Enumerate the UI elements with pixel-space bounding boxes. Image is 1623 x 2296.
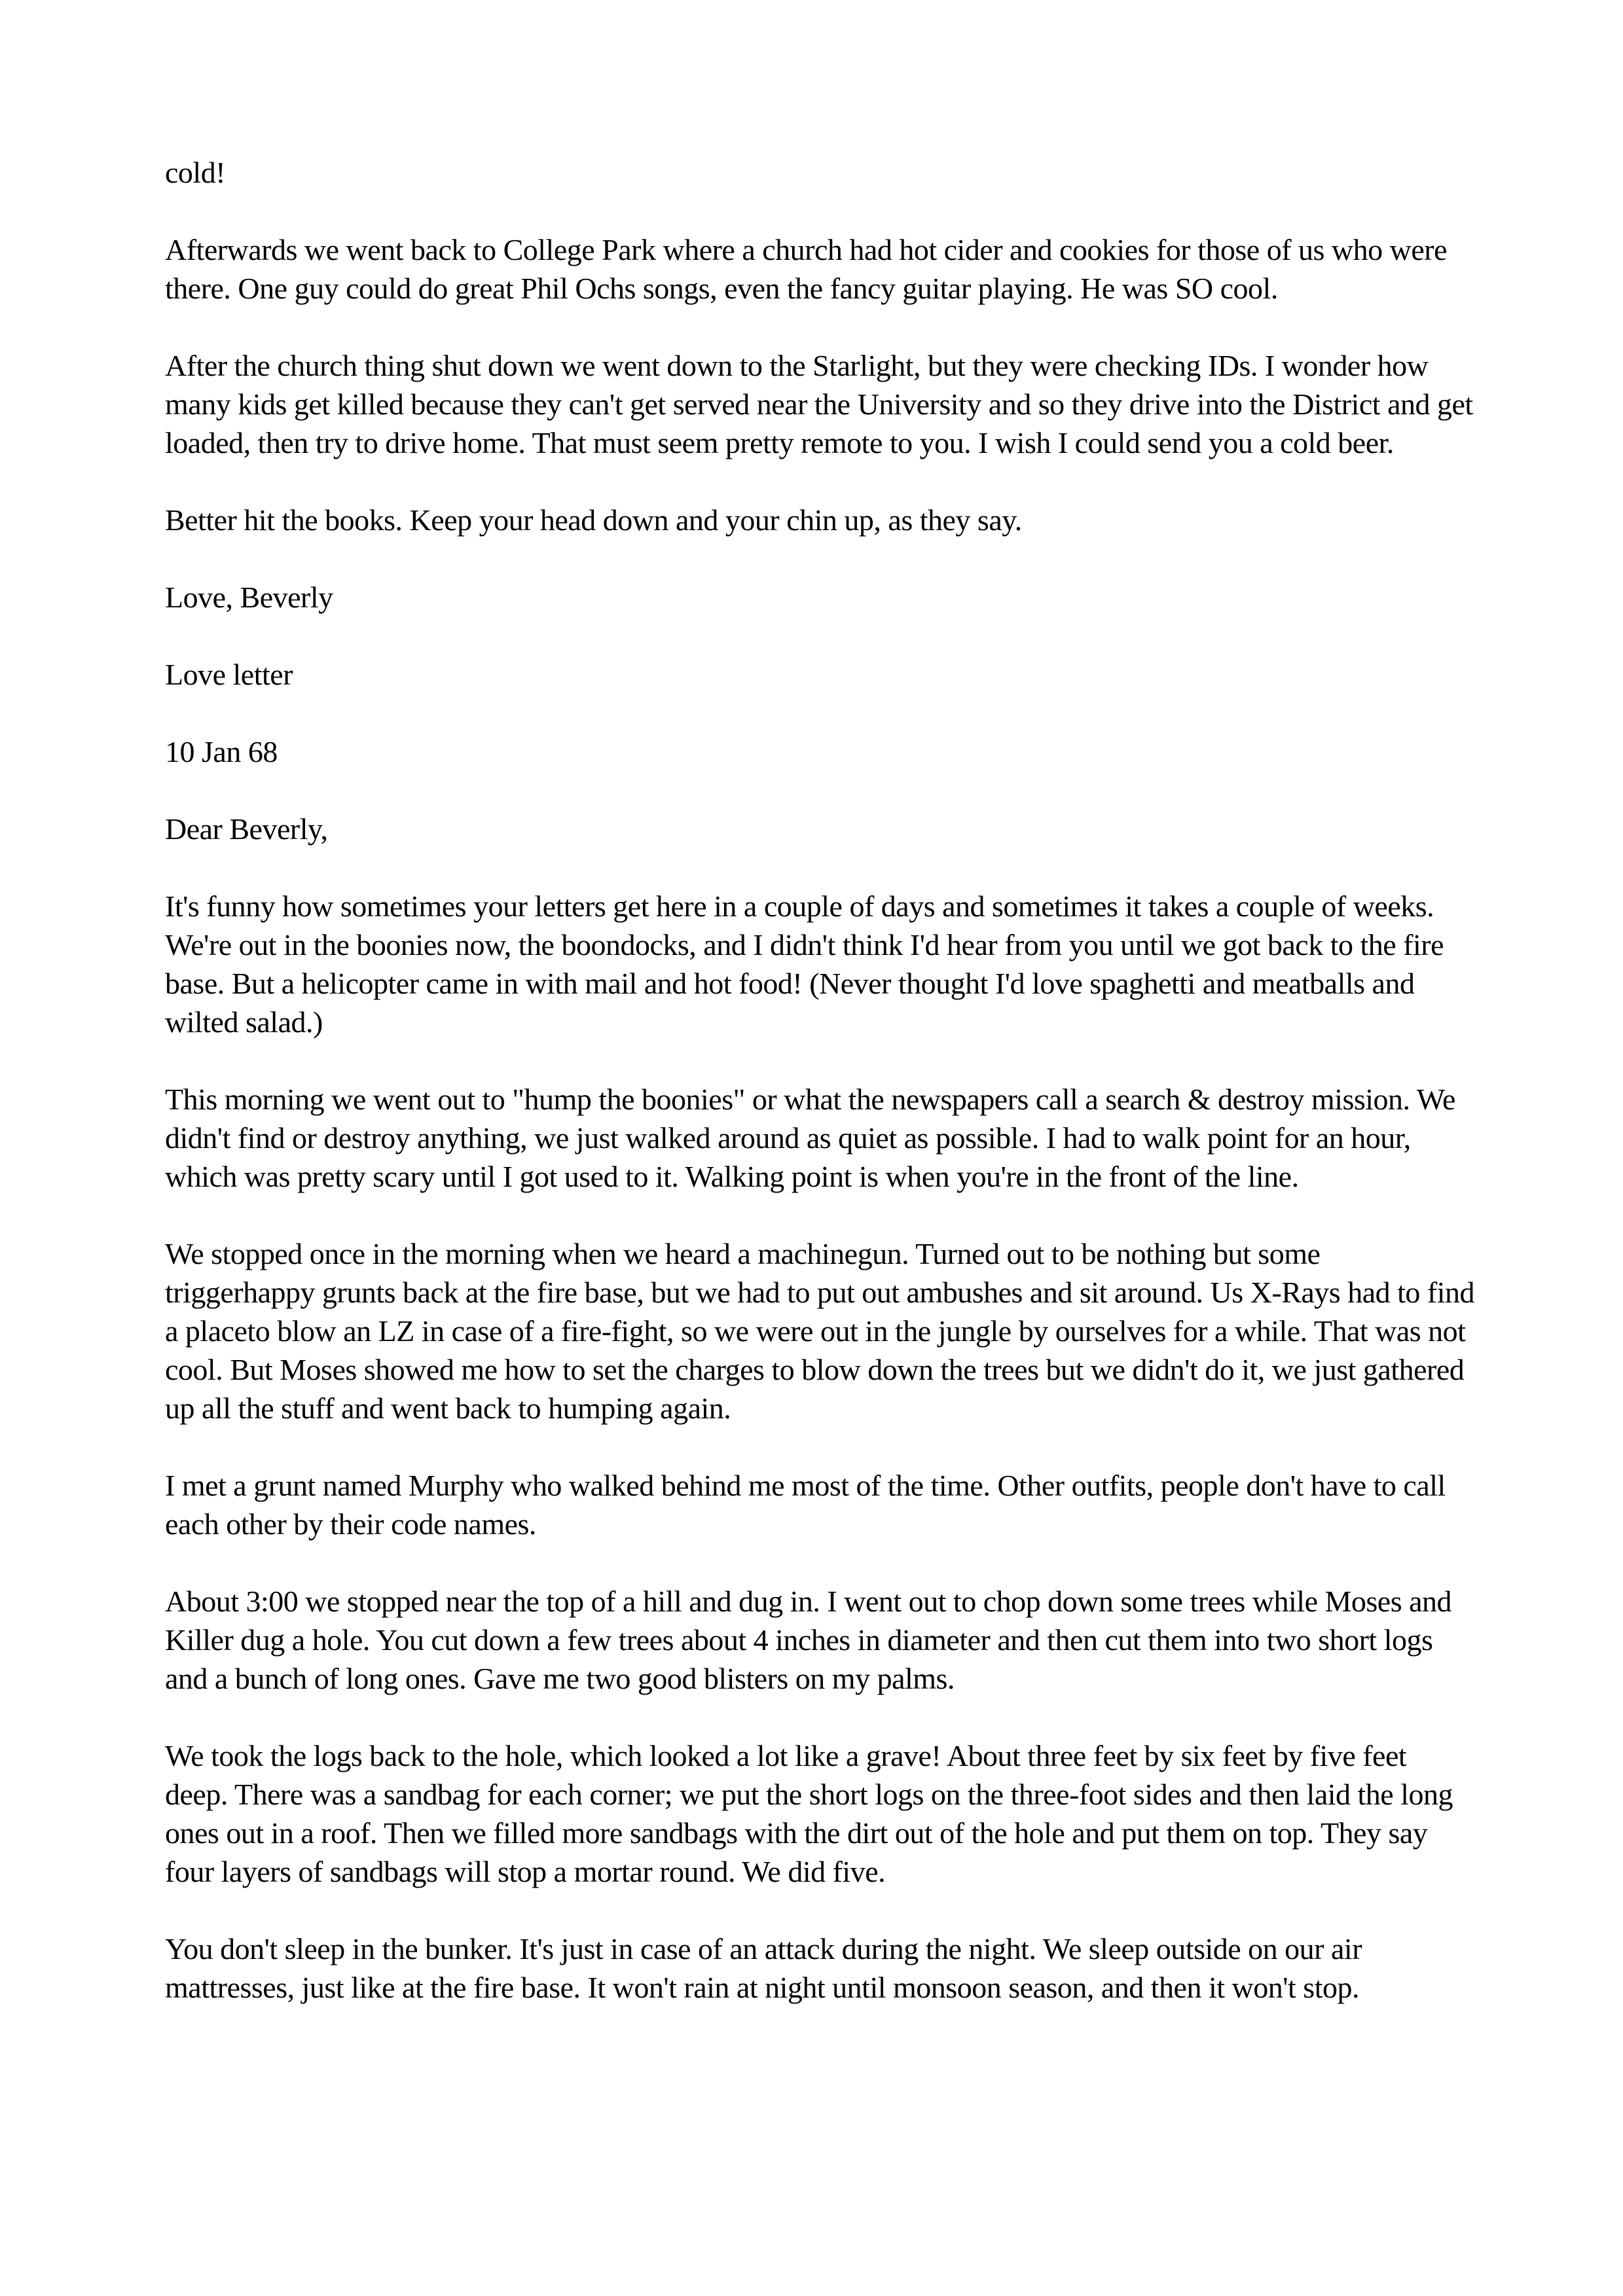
paragraph-hit-the-books: Better hit the books. Keep your head down and your chin up, as they say.: [165, 503, 1022, 537]
section-heading-love-letter: Love letter: [165, 658, 293, 691]
paragraph-machinegun: We stopped once in the morning when we heard a machinegun. Turned out to be nothing but some triggerhappy grunts back at the fire base, but we had to put out ambushes and sit around. Us X-Rays had to find a placeto blow an LZ in case of a fire-fight, so we were out in the jungle by ourselves for a while. That was not cool. But Moses showed me how to set the charges to blow down the trees but we didn't do it, we just gathered up all the stuff and went back to humping again.: [165, 1237, 1474, 1425]
letter-date: 10 Jan 68: [165, 735, 278, 768]
document-page: [165, 153, 1474, 2045]
paragraph-letters-arrive: It's funny how sometimes your letters get here in a couple of days and sometimes it takes a couple of weeks. We're out in the boonies now, the boondocks, and I didn't think I'd hear from you until we got back to the fire base. But a helicopter came in with mail and hot food! (Never thought I'd love spaghetti and meatballs and wilted salad.): [165, 889, 1444, 1039]
signature-love-beverly: Love, Beverly: [165, 581, 333, 614]
paragraph-dug-in: About 3:00 we stopped near the top of a hill and dug in. I went out to chop down some trees while Moses and Killer dug a hole. You cut down a few trees about 4 inches in diameter and then cut them into two short logs and a bunch of long ones. Gave me two good blisters on my palms.: [165, 1585, 1452, 1695]
paragraph-starlight: After the church thing shut down we went down to the Starlight, but they were checking IDs. I wonder how many kids get killed because they can't get served near the University and so they drive into the District and get loaded, then try to drive home. That must seem pretty remote to you. I wish I could send you a cold beer.: [165, 349, 1473, 459]
paragraph-cold: cold!: [165, 156, 226, 189]
paragraph-sleep-outside: You don't sleep in the bunker. It's just in case of an attack during the night. We sleep outside on our air mattresses, just like at the fire base. It won't rain at night until monsoon season, and then it won't stop.: [165, 1932, 1362, 2004]
letter-salutation: Dear Beverly,: [165, 812, 328, 846]
paragraph-murphy: I met a grunt named Murphy who walked behind me most of the time. Other outfits, people don't have to call each other by their code names.: [165, 1469, 1446, 1541]
paragraph-hump-the-boonies: This morning we went out to "hump the boonies" or what the newspapers call a search & destroy mission. We didn't find or destroy anything, we just walked around as quiet as possible. I had to walk point for an hour, which was pretty scary until I got used to it. Walking point is when you're in the front of the line.: [165, 1083, 1455, 1193]
paragraph-bunker-build: We took the logs back to the hole, which looked a lot like a grave! About three feet by six feet by five feet deep. There was a sandbag for each corner; we put the short logs on the three-foot sides and then laid the long ones out in a roof. Then we filled more sandbags with the dirt out of the hole and put them on top. They say four layers of sandbags will stop a mortar round. We did five.: [165, 1739, 1453, 1888]
paragraph-college-park: Afterwards we went back to College Park where a church had hot cider and cookies for those of us who were there. One guy could do great Phil Ochs songs, even the fancy guitar playing. He was SO cool.: [165, 233, 1448, 305]
